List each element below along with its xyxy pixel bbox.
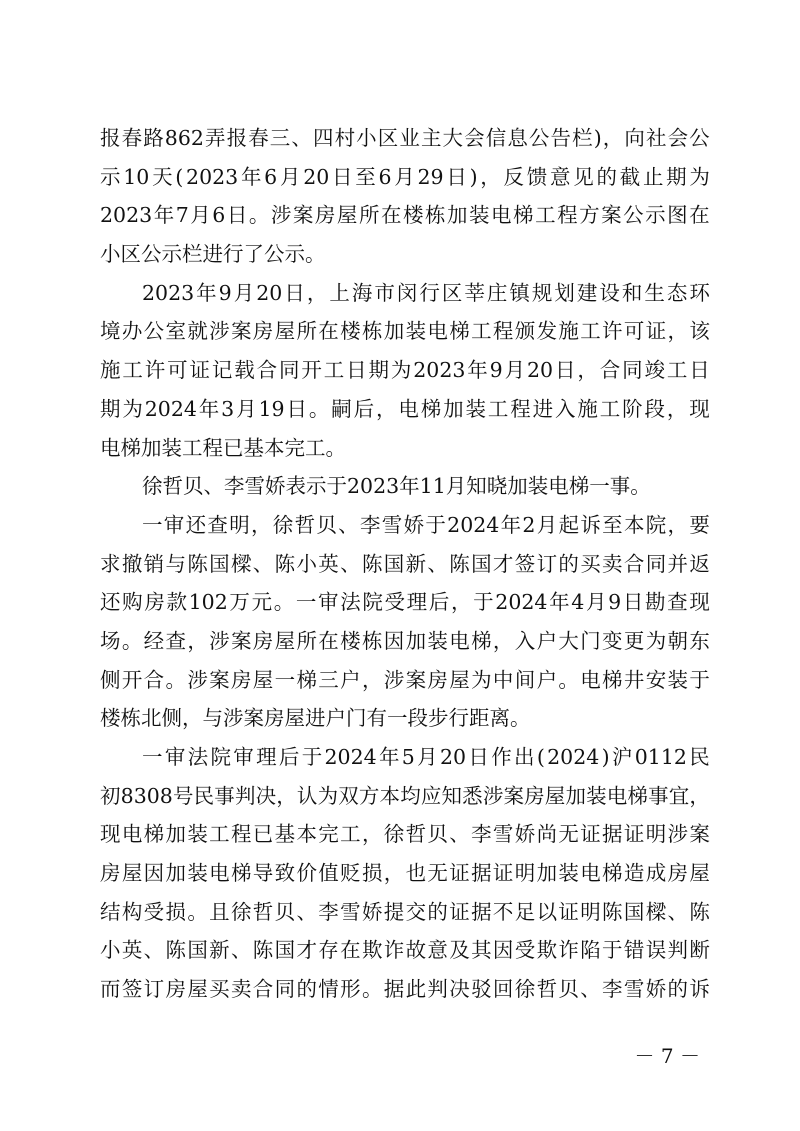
text-line: 2023 年 9 月 20 日 ， 上 海 市 闵 行 区 莘 庄 镇 规 划 建 设 和 生 态 环 xyxy=(142,280,710,305)
text-line: 楼栋北侧，与涉案房屋进户门有一段步行距离。 xyxy=(100,706,531,731)
page-number: － 7 － xyxy=(634,1044,700,1068)
text-line: 示 10 天 ( 2023 年 6 月 20 日 至 6 月 29 日 ) ， 反 馈 意 见 的 截 止 期 为 xyxy=(100,164,710,189)
text-line: 结 构 受 损 。 且 徐 哲 贝 、 李 雪 娇 提 交 的 证 据 不 足 以 证 明 陈 国 樑 、 陈 xyxy=(100,899,710,924)
text-line: 还 购 房 款 102 万 元 。 一 审 法 院 受 理 后 ， 于 2024 年 4 月 9 日 勘 查 现 xyxy=(100,590,710,615)
body-text xyxy=(100,119,710,1009)
text-line: 徐哲贝、李雪娇表示于2023年11月知晓加装电梯一事。 xyxy=(142,474,651,499)
text-line: 初 8308 号 民 事 判 决 ， 认 为 双 方 本 均 应 知 悉 涉 案 房 屋 加 装 电 梯 事 宜 ， xyxy=(100,783,710,808)
text-line: 报 春 路 862 弄 报 春 三 、 四 村 小 区 业 主 大 会 信 息 公 告 栏 ) ， 向 社 会 公 xyxy=(100,126,710,150)
text-line: 而 签 订 房 屋 买 卖 合 同 的 情 形 。 据 此 判 决 驳 回 徐 哲 贝 、 李 雪 娇 的 诉 xyxy=(100,977,710,1002)
text-line: 期 为 2024 年 3 月 19 日 。 嗣 后 ， 电 梯 加 装 工 程 进 入 施 工 阶 段 ， 现 xyxy=(100,396,710,421)
text-line: 小 英 、 陈 国 新 、 陈 国 才 存 在 欺 诈 故 意 及 其 因 受 欺 诈 陷 于 错 误 判 断 xyxy=(100,938,710,963)
text-line: 场 。 经 查 ， 涉 案 房 屋 所 在 楼 栋 因 加 装 电 梯 ， 入 户 大 门 变 更 为 朝 东 xyxy=(100,628,710,653)
text-line: 一 审 法 院 审 理 后 于 2024 年 5 月 20 日 作 出 ( 2024 ) 沪 0112 民 xyxy=(142,745,710,769)
text-line: 境 办 公 室 就 涉 案 房 屋 所 在 楼 栋 加 装 电 梯 工 程 颁 发 施 工 许 可 证 ， 该 xyxy=(100,319,710,344)
text-line: 小区公示栏进行了公示。 xyxy=(100,242,326,267)
text-line: 一 审 还 查 明 ， 徐 哲 贝 、 李 雪 娇 于 2024 年 2 月 起 诉 至 本 院 ， 要 xyxy=(142,512,710,537)
text-line: 2023 年 7 月 6 日 。 涉 案 房 屋 所 在 楼 栋 加 装 电 梯 工 程 方 案 公 示 图 在 xyxy=(100,203,710,228)
text-line: 现 电 梯 加 装 工 程 已 基 本 完 工 ， 徐 哲 贝 、 李 雪 娇 尚 无 证 据 证 明 涉 案 xyxy=(100,822,710,847)
text-line: 施 工 许 可 证 记 载 合 同 开 工 日 期 为 2023 年 9 月 20 日 ， 合 同 竣 工 日 xyxy=(100,358,710,383)
text-line: 电梯加装工程已基本完工。 xyxy=(100,435,346,460)
text-line: 求 撤 销 与 陈 国 樑 、 陈 小 英 、 陈 国 新 、 陈 国 才 签 订 的 买 卖 合 同 并 返 xyxy=(100,551,710,576)
text-line: 房 屋 因 加 装 电 梯 导 致 价 值 贬 损 ， 也 无 证 据 证 明 加 装 电 梯 造 成 房 屋 xyxy=(100,861,710,886)
text-line: 侧 开 合 。 涉 案 房 屋 一 梯 三 户 ， 涉 案 房 屋 为 中 间 户 。 电 梯 井 安 装 于 xyxy=(100,667,710,692)
